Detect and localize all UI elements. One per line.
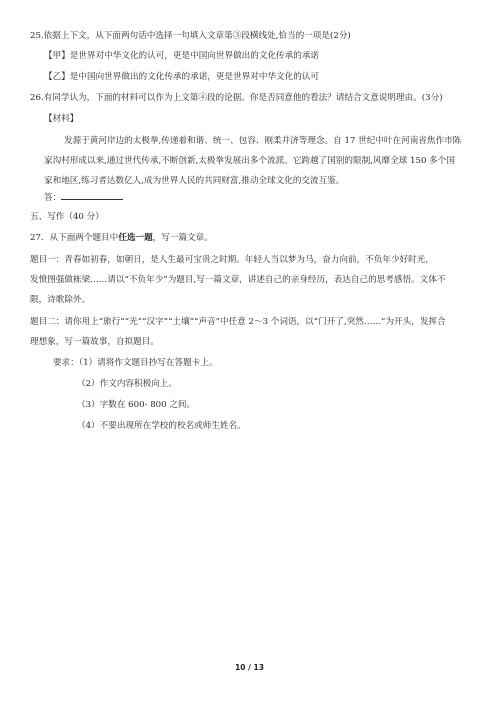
- q26-material-label: 【材料】: [44, 114, 79, 124]
- q26-material-line: 家沟村形成以来,通过世代传承,不断创新,太极拳发展出多个流派。它跨越了国别的限制,风靡全球 150 多个国: [44, 156, 455, 166]
- page-number: 10 / 13: [235, 663, 264, 672]
- requirement-item: 要求：（1）请将作文题目抄写在答题卡上。: [53, 358, 218, 368]
- topic-two-line: 理想象，写一篇故事，自拟题目。: [30, 337, 159, 347]
- topic-one-line: 限，诗歌除外。: [30, 295, 91, 305]
- q25-stem: 25.依据上下文，从下面两句话中选择一句填入文章第③段横线处,恰当的一项是(2分): [30, 31, 351, 41]
- q27-stem-post: ，写一篇文章。: [152, 233, 213, 243]
- topic-one-line: 发愤图强做栋梁……请以“不负年少”为题目,写一篇文章，讲述自己的亲身经历，表达自己的思考感悟。文体不: [30, 275, 446, 285]
- q26-answer: [44, 191, 123, 204]
- q26-answer-label: 答：: [44, 193, 62, 203]
- q27-stem: [30, 233, 213, 244]
- q27-stem-pre: 27．从下面两个题目中: [30, 233, 119, 243]
- requirement-item: （2）作文内容积极向上。: [77, 379, 177, 389]
- q26-material: [32, 136, 482, 196]
- section-five-title: 五、写作（40 分）: [30, 212, 104, 222]
- q26-stem: 26.有同学认为，下面的材料可以作为上文第④段的论据。你是否同意他的看法？请结合文意说明理由。(3分): [30, 93, 443, 103]
- topic-two-line: 题目二：请你用上“旅行”“光”“汉字”“土壤”“声音”中任意 2～3 个词语，以“门开了,突然……”为开头，发挥合: [30, 317, 446, 327]
- topic-one-line: 题目一：青春如初春，如朝日，是人生最可宝贵之时期。年轻人当以梦为马，奋力向前，不负年少好时光，: [30, 255, 434, 265]
- requirement-item: （4）不要出现所在学校的校名或师生姓名。: [77, 421, 246, 431]
- requirement-item: （3）字数在 600- 800 之间。: [77, 400, 196, 410]
- q25-option-b: 【乙】是中国向世界做出的文化传承的承诺，更是世界对中华文化的认可: [44, 72, 320, 82]
- answer-blank: [61, 191, 123, 200]
- q26-material-line: 家和地区,练习者达数亿人,成为世界人民的共同财富,推动全球文化的交流互鉴。: [44, 176, 345, 186]
- q26-material-line: 发源于黄河岸边的太极拳,传递着和谐、统一、包容、刚柔并济等理念。自 17 世纪中叶在河南省焦作市陈: [64, 136, 462, 146]
- q27-stem-bold: 任选一题: [118, 233, 153, 243]
- q25-option-a: 【甲】是世界对中华文化的认可，更是中国向世界做出的文化传承的承诺: [44, 51, 320, 61]
